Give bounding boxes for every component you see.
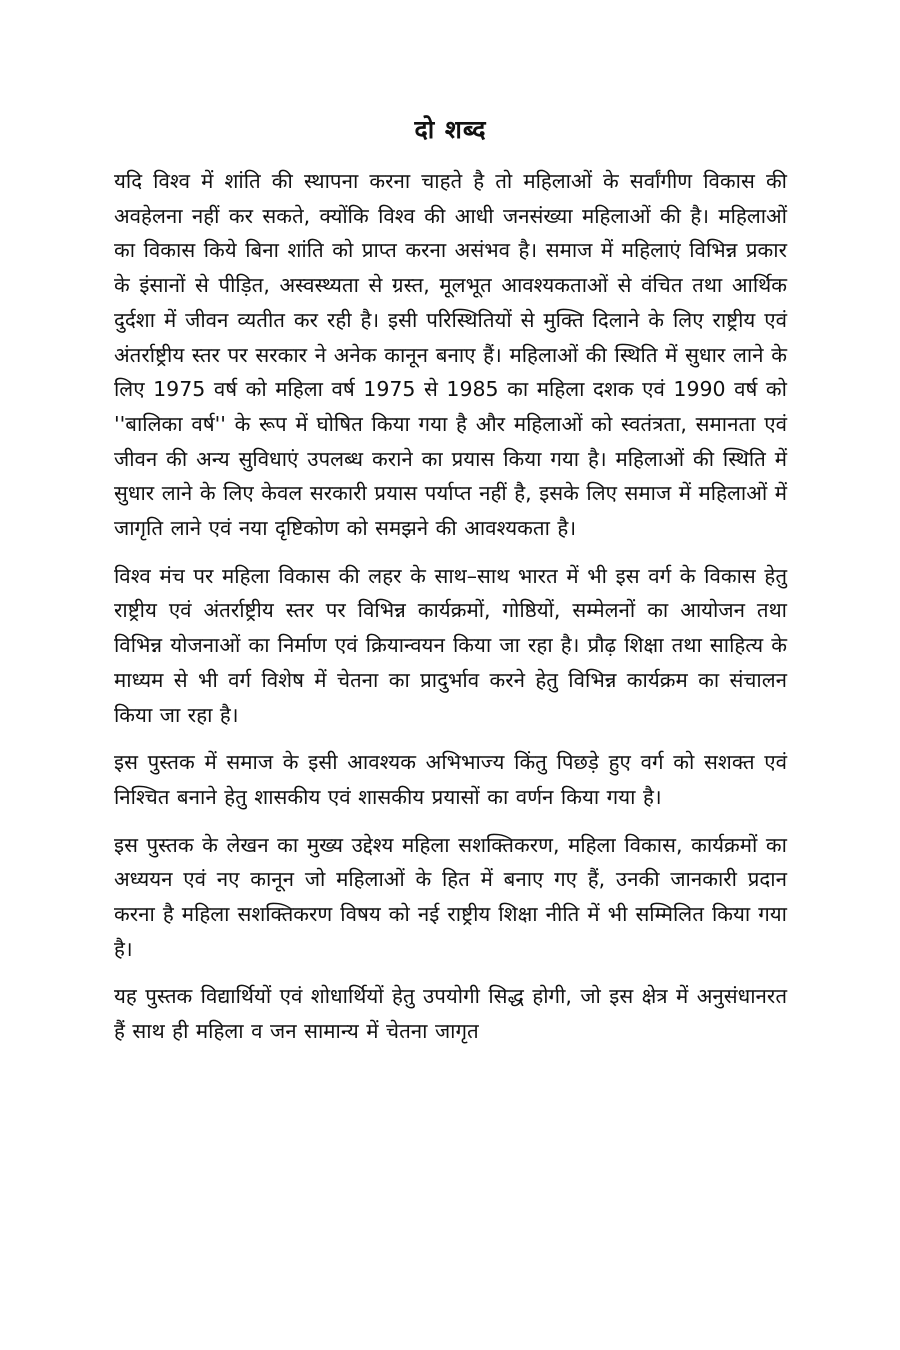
paragraph-5: यह पुस्तक विद्यार्थियों एवं शोधार्थियों हेतु उपयोगी सिद्ध होगी, जो इस क्षेत्र में अनुसंधानरत हैं साथ ही महिला व जन सामान्य में चेतना जागृत — [114, 984, 787, 1044]
document-page — [114, 108, 787, 1062]
paragraph-1: यदि विश्व में शांति की स्थापना करना चाहते है तो महिलाओं के सर्वांगीण विकास की अवहेलना नहीं कर सकते, क्योंकि विश्व की आधी जनसंख्या महिलाओं की है। महिलाओं का विकास किये बिना शांति को प्राप्त करना असंभव है। समाज में महिलाएं विभिन्न प्रकार के इंसानों से पीड़ित, अस्वस्थ्यता से ग्रस्त, मूलभूत आवश्यकताओं से वंचित तथा आर्थिक दुर्दशा में जीवन व्यतीत कर रही है। इसी परिस्थितियों से मुक्ति दिलाने के लिए राष्ट्रीय एवं अंतर्राष्ट्रीय स्तर पर सरकार ने अनेक कानून बनाए हैं। महिलाओं की स्थिति में सुधार लाने के लिए 1975 वर्ष को महिला वर्ष 1975 से 1985 का महिला दशक एवं 1990 वर्ष को ''बालिका वर्ष'' के रूप में घोषित किया गया है और महिलाओं को स्वतंत्रता, समानता एवं जीवन की अन्य सुविधाएं उपलब्ध कराने का प्रयास किया गया है। महिलाओं की स्थिति में सुधार लाने के लिए केवल सरकारी प्रयास पर्याप्त नहीं है, इसके लिए समाज में महिलाओं में जागृति लाने एवं नया दृष्टिकोण को समझने की आवश्यकता है। — [114, 169, 787, 541]
paragraph-2: विश्व मंच पर महिला विकास की लहर के साथ–साथ भारत में भी इस वर्ग के विकास हेतु राष्ट्रीय एवं अंतर्राष्ट्रीय स्तर पर विभिन्न कार्यक्रमों, गोष्ठियों, सम्मेलनों का आयोजन तथा विभिन्न योजनाओं का निर्माण एवं क्रियान्वयन किया जा रहा है। प्रौढ़ शिक्षा तथा साहित्य के माध्यम से भी वर्ग विशेष में चेतना का प्रादुर्भाव करने हेतु विभिन्न कार्यक्रम का संचालन किया जा रहा है। — [114, 563, 787, 727]
paragraph-4: इस पुस्तक के लेखन का मुख्य उद्देश्य महिला सशक्तिकरण, महिला विकास, कार्यक्रमों का अध्ययन एवं नए कानून जो महिलाओं के हित में बनाए गए हैं, उनकी जानकारी प्रदान करना है महिला सशक्तिकरण विषय को नई राष्ट्रीय शिक्षा नीति में भी सम्मिलित किया गया है। — [114, 832, 787, 961]
paragraph-3: इस पुस्तक में समाज के इसी आवश्यक अभिभाज्य किंतु पिछड़े हुए वर्ग को सशक्त एवं निश्चित बनाने हेतु शासकीय एवं शासकीय प्रयासों का वर्णन किया गया है। — [114, 750, 787, 809]
page-title: दो शब्द — [414, 115, 487, 144]
